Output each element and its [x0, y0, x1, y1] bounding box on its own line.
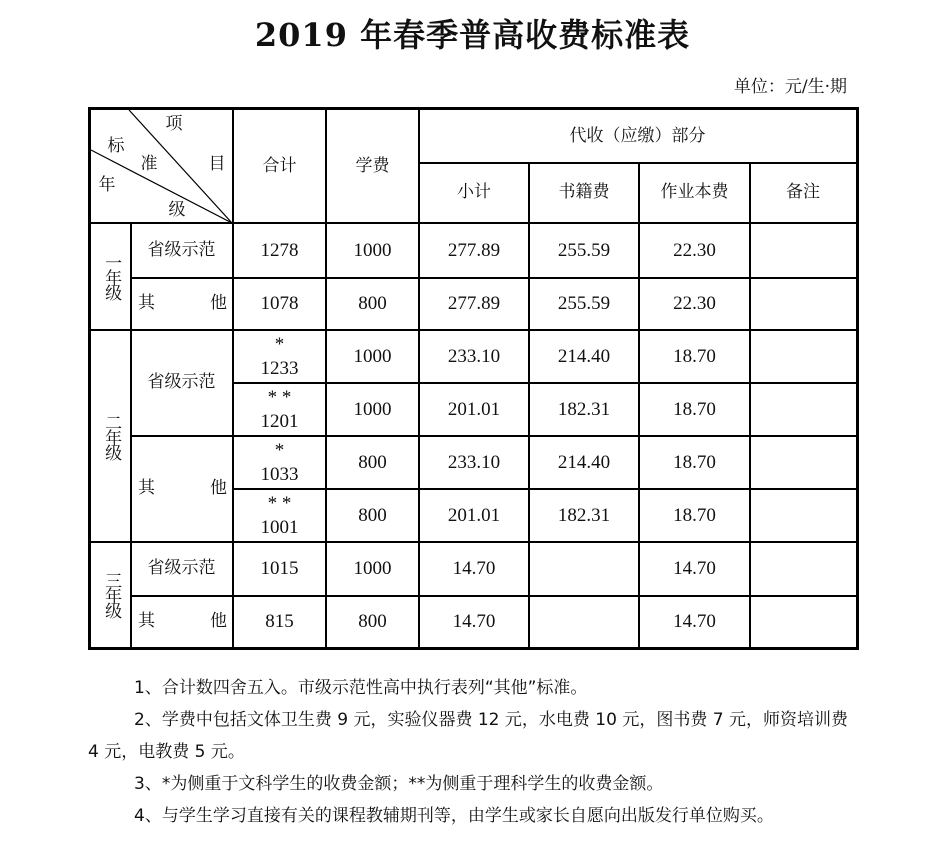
cell-tuition: 1000 [353, 398, 392, 420]
total-value: 1033 [260, 463, 299, 485]
notes-section [88, 672, 859, 832]
grid-line [130, 435, 856, 437]
grade-label: 一年级 [101, 254, 122, 299]
subject-mark: * * [267, 492, 292, 514]
grid-line [325, 110, 327, 647]
grid-line [233, 382, 856, 384]
note-item: 2、学费中包括文体卫生费 9 元，实验仪器费 12 元，水电费 10 元，图书费 7 元，师资培训费 4 元，电教费 5 元。 [88, 710, 848, 762]
grid-line [418, 162, 856, 164]
note-item: 1、合计数四舍五入。市级示范性高中执行表列“其他”标准。 [134, 678, 588, 698]
cell-tuition: 1000 [353, 239, 392, 261]
note-item: 3、*为侧重于文科学生的收费金额；**为侧重于理科学生的收费金额。 [134, 774, 664, 794]
cell-tuition: 800 [358, 293, 387, 315]
header-books: 书籍费 [558, 182, 610, 203]
cell-subtotal: 201.01 [447, 398, 501, 420]
total-value: 1001 [260, 516, 299, 538]
cell-books: 255.59 [557, 239, 611, 261]
cell-total [233, 383, 326, 436]
subject-mark: * [274, 439, 285, 461]
corner-label-nian: 年 [98, 175, 116, 196]
cell-workbooks: 14.70 [673, 610, 716, 632]
cell-total [233, 489, 326, 542]
subject-mark: * * [267, 386, 292, 408]
category-label: 省级示范 [147, 558, 216, 579]
total-value: 1233 [260, 357, 299, 379]
grid-line [130, 277, 856, 279]
corner-label-ji: 级 [168, 200, 186, 221]
cell-books: 182.31 [557, 504, 611, 526]
grid-line [528, 163, 530, 647]
cell-books [529, 542, 639, 596]
header-workbooks: 作业本费 [660, 182, 729, 203]
cell-total [233, 330, 326, 383]
cell-workbooks: 14.70 [673, 558, 716, 580]
corner-label-zhun: 准 [140, 154, 158, 175]
other-left: 其 [138, 478, 155, 499]
grid-line [91, 222, 856, 224]
category-label: 省级示范 [147, 372, 216, 393]
cell-subtotal: 233.10 [447, 345, 501, 367]
cell-books: 214.40 [557, 345, 611, 367]
header-subtotal: 小计 [457, 182, 491, 203]
grade-label: 三年级 [101, 572, 122, 617]
cell-total [233, 436, 326, 489]
cell-total: 815 [265, 610, 294, 632]
note-item: 4、与学生学习直接有关的课程教辅期刊等，由学生或家长自愿向出版发行单位购买。 [134, 806, 774, 826]
cell-tuition: 1000 [353, 345, 392, 367]
header-remarks: 备注 [786, 182, 820, 203]
cell-workbooks: 22.30 [673, 239, 716, 261]
corner-label-biao: 标 [107, 136, 125, 157]
corner-label-item: 项 [165, 114, 183, 135]
unit-label: 单位：元/生·期 [733, 77, 847, 97]
cell-workbooks: 18.70 [673, 451, 716, 473]
subject-mark: * [274, 333, 285, 355]
category-label: 省级示范 [147, 239, 216, 260]
grade-label: 二年级 [101, 413, 122, 459]
grid-line [749, 163, 751, 647]
cell-books: 214.40 [557, 451, 611, 473]
cell-books: 182.31 [557, 398, 611, 420]
fee-table [88, 107, 859, 650]
corner-label-mu: 目 [208, 154, 226, 175]
cell-tuition: 800 [358, 610, 387, 632]
header-total: 合计 [262, 155, 297, 176]
category-label-other [130, 278, 233, 330]
grid-line [130, 595, 856, 597]
other-left: 其 [138, 293, 155, 314]
other-left: 其 [138, 610, 155, 631]
cell-subtotal: 277.89 [447, 239, 501, 261]
cell-tuition: 800 [358, 504, 387, 526]
other-right: 他 [210, 293, 227, 314]
cell-total: 1015 [260, 558, 299, 580]
cell-total: 1078 [260, 293, 299, 315]
grid-line [91, 329, 856, 331]
category-label-other [130, 436, 233, 542]
cell-workbooks: 22.30 [673, 293, 716, 315]
header-collected-group: 代收（应缴）部分 [569, 125, 706, 146]
cell-total: 1278 [260, 239, 299, 261]
cell-workbooks: 18.70 [673, 345, 716, 367]
cell-books [529, 596, 639, 647]
cell-subtotal: 14.70 [452, 558, 496, 580]
header-tuition: 学费 [355, 155, 390, 176]
cell-workbooks: 18.70 [673, 398, 716, 420]
cell-books: 255.59 [557, 293, 611, 315]
cell-subtotal: 277.89 [447, 293, 501, 315]
grid-line [232, 110, 234, 647]
cell-tuition: 1000 [353, 558, 392, 580]
document-title: 2019 年春季普高收费标准表 [254, 16, 691, 54]
cell-subtotal: 201.01 [447, 504, 501, 526]
cell-subtotal: 233.10 [447, 451, 501, 473]
category-label-other [130, 596, 233, 647]
other-right: 他 [210, 478, 227, 499]
grid-line [233, 488, 856, 490]
cell-workbooks: 18.70 [673, 504, 716, 526]
total-value: 1201 [260, 410, 299, 432]
grid-line [638, 163, 640, 647]
other-right: 他 [210, 610, 227, 631]
cell-tuition: 800 [358, 451, 387, 473]
grid-line [418, 110, 420, 647]
cell-subtotal: 14.70 [452, 610, 496, 632]
grid-line [91, 541, 856, 543]
